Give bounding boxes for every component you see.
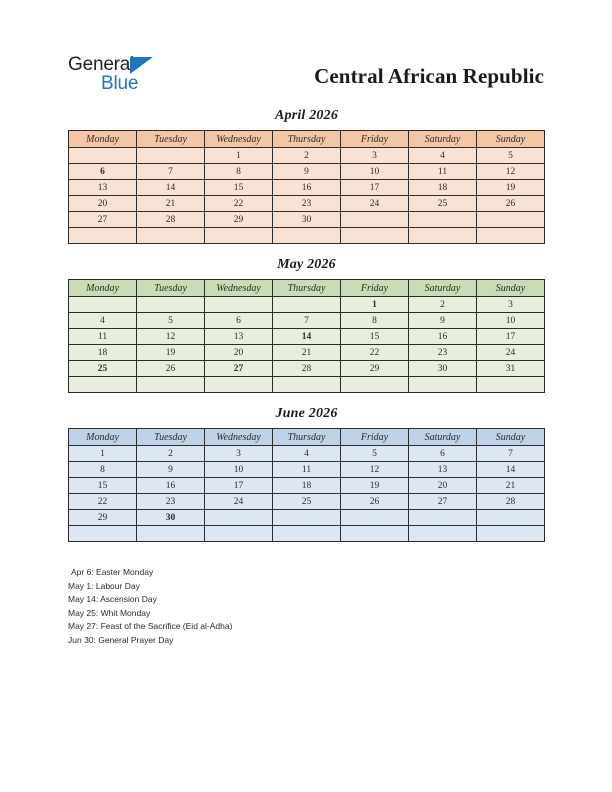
calendar-day-empty [477, 212, 545, 228]
calendar-day-cell[interactable]: 4 [273, 446, 341, 462]
weekday-header-sunday: Sunday [477, 280, 545, 297]
calendar-day-empty [341, 212, 409, 228]
calendar-day-cell[interactable]: 8 [69, 462, 137, 478]
weekday-header-row [69, 280, 545, 297]
calendar-day-cell[interactable]: 2 [273, 148, 341, 164]
calendar-day-cell[interactable]: 15 [69, 478, 137, 494]
calendar-day-cell[interactable]: 14 [477, 462, 545, 478]
weekday-header-monday: Monday [69, 131, 137, 148]
calendar-week-row [69, 494, 545, 510]
calendar-day-empty [477, 377, 545, 393]
logo-text-blue: Blue [101, 73, 139, 94]
calendar-week-row [69, 377, 545, 393]
calendar-day-cell[interactable]: 19 [341, 478, 409, 494]
calendar-day-cell[interactable]: 28 [273, 361, 341, 377]
month-title: April 2026 [274, 108, 339, 123]
weekday-header-thursday: Thursday [273, 131, 341, 148]
calendar-day-cell[interactable]: 12 [341, 462, 409, 478]
calendar-week-row [69, 148, 545, 164]
calendar-day-empty [477, 510, 545, 526]
calendar-day-empty [273, 526, 341, 542]
calendar-month-may [68, 257, 545, 393]
calendar-week-row [69, 313, 545, 329]
calendar-day-empty [137, 297, 205, 313]
calendar-week-row [69, 345, 545, 361]
weekday-header-tuesday: Tuesday [137, 280, 205, 297]
calendar-day-cell[interactable]: 28 [477, 494, 545, 510]
calendar-day-cell[interactable]: 18 [409, 180, 477, 196]
calendar-day-cell[interactable]: 14 [137, 180, 205, 196]
calendar-day-cell[interactable]: 21 [273, 345, 341, 361]
weekday-header-friday: Friday [341, 280, 409, 297]
calendar-day-cell[interactable]: 9 [273, 164, 341, 180]
calendar-day-cell[interactable]: 16 [273, 180, 341, 196]
weekday-header-saturday: Saturday [409, 131, 477, 148]
calendar-week-row [69, 478, 545, 494]
calendar-table [68, 279, 545, 393]
legend-item: May 25: Whit Monday [68, 607, 151, 618]
calendar-day-cell[interactable]: 7 [273, 313, 341, 329]
legend-item: Jun 30: General Prayer Day [68, 634, 174, 645]
legend-item: May 14: Ascension Day [68, 594, 157, 605]
page-header [0, 50, 612, 100]
calendar-day-cell[interactable]: 5 [477, 148, 545, 164]
weekday-header-thursday: Thursday [273, 429, 341, 446]
calendar-day-cell[interactable]: 9 [409, 313, 477, 329]
calendar-day-cell[interactable]: 27 [409, 494, 477, 510]
calendar-day-cell[interactable]: 22 [341, 345, 409, 361]
calendar-day-empty [341, 377, 409, 393]
calendar-day-cell[interactable]: 25 [409, 196, 477, 212]
calendar-day-empty [477, 526, 545, 542]
calendar-day-cell[interactable]: 29 [205, 212, 273, 228]
calendar-day-empty [205, 510, 273, 526]
calendar-day-cell[interactable]: 22 [69, 494, 137, 510]
calendar-day-empty [69, 148, 137, 164]
calendar-week-row [69, 196, 545, 212]
calendar-day-cell[interactable]: 12 [477, 164, 545, 180]
legend-item: May 27: Feast of the Sacrifice (Eid al-Adha) [68, 621, 233, 632]
calendar-day-empty [409, 526, 477, 542]
calendar-day-cell[interactable]: 4 [409, 148, 477, 164]
legend-item: Apr 6: Easter Monday [71, 567, 154, 577]
calendar-day-empty [273, 297, 341, 313]
calendar-day-cell[interactable]: 17 [205, 478, 273, 494]
weekday-header-saturday: Saturday [409, 280, 477, 297]
calendar-day-empty [137, 377, 205, 393]
calendar-day-cell[interactable]: 22 [205, 196, 273, 212]
calendar-day-cell[interactable]: 20 [205, 345, 273, 361]
calendar-day-cell[interactable]: 31 [477, 361, 545, 377]
weekday-header-wednesday: Wednesday [205, 280, 273, 297]
calendar-week-row [69, 297, 545, 313]
calendar-day-empty [409, 377, 477, 393]
calendar-day-cell[interactable]: 10 [341, 164, 409, 180]
calendar-body [69, 148, 545, 244]
calendar-day-cell[interactable]: 11 [273, 462, 341, 478]
calendar-day-empty [205, 526, 273, 542]
calendar-day-cell[interactable]: 1 [69, 446, 137, 462]
calendar-day-cell[interactable]: 30 [409, 361, 477, 377]
calendar-day-cell[interactable]: 13 [205, 329, 273, 345]
calendar-day-cell[interactable]: 21 [477, 478, 545, 494]
calendar-day-empty [205, 228, 273, 244]
weekday-header-monday: Monday [69, 280, 137, 297]
calendar-day-cell[interactable]: 10 [205, 462, 273, 478]
calendar-day-cell[interactable]: 17 [477, 329, 545, 345]
calendar-day-cell[interactable]: 28 [137, 212, 205, 228]
calendar-day-cell[interactable]: 18 [273, 478, 341, 494]
calendar-week-row [69, 361, 545, 377]
calendar-day-cell[interactable]: 18 [69, 345, 137, 361]
weekday-header-friday: Friday [341, 131, 409, 148]
calendar-day-empty [341, 526, 409, 542]
calendar-day-cell-holiday[interactable]: 27 [205, 361, 273, 377]
calendar-day-cell[interactable]: 8 [205, 164, 273, 180]
calendar-day-cell[interactable]: 27 [69, 212, 137, 228]
calendar-day-cell[interactable]: 30 [273, 212, 341, 228]
calendar-day-cell[interactable]: 15 [205, 180, 273, 196]
calendar-day-cell-holiday[interactable]: 30 [137, 510, 205, 526]
calendar-day-empty [273, 510, 341, 526]
calendar-day-empty [205, 297, 273, 313]
weekday-header-tuesday: Tuesday [137, 429, 205, 446]
calendar-day-empty [341, 228, 409, 244]
calendar-day-empty [409, 510, 477, 526]
calendar-day-cell[interactable]: 26 [477, 196, 545, 212]
calendar-day-cell[interactable]: 10 [477, 313, 545, 329]
calendar-day-cell-holiday[interactable]: 14 [273, 329, 341, 345]
calendar-day-cell[interactable]: 23 [409, 345, 477, 361]
calendar-day-cell[interactable]: 26 [341, 494, 409, 510]
weekday-header-wednesday: Wednesday [205, 429, 273, 446]
calendar-day-cell[interactable]: 7 [477, 446, 545, 462]
calendar-day-cell[interactable]: 12 [137, 329, 205, 345]
calendar-body [69, 446, 545, 542]
weekday-header-friday: Friday [341, 429, 409, 446]
weekday-header-sunday: Sunday [477, 429, 545, 446]
calendar-day-cell[interactable]: 15 [341, 329, 409, 345]
legend-item: May 1: Labour Day [68, 580, 140, 591]
weekday-header-monday: Monday [69, 429, 137, 446]
weekday-header-row [69, 429, 545, 446]
calendar-day-cell[interactable]: 20 [409, 478, 477, 494]
calendar-day-cell[interactable]: 2 [137, 446, 205, 462]
calendar-day-cell[interactable]: 4 [69, 313, 137, 329]
calendar-day-cell[interactable]: 19 [137, 345, 205, 361]
calendar-week-row [69, 510, 545, 526]
calendar-week-row [69, 164, 545, 180]
calendar-day-cell[interactable]: 5 [137, 313, 205, 329]
calendar-body [69, 297, 545, 393]
calendar-day-empty [477, 228, 545, 244]
calendar-day-cell[interactable]: 26 [137, 361, 205, 377]
calendar-month-april [68, 108, 545, 244]
calendar-day-empty [341, 510, 409, 526]
calendar-day-cell[interactable]: 11 [69, 329, 137, 345]
calendar-week-row [69, 526, 545, 542]
calendar-day-empty [409, 228, 477, 244]
generalblue-logo[interactable] [68, 55, 188, 99]
calendar-day-cell[interactable]: 24 [477, 345, 545, 361]
logo-text-general: General [68, 54, 135, 75]
calendar-day-cell[interactable]: 29 [341, 361, 409, 377]
calendar-day-cell-holiday[interactable]: 25 [69, 361, 137, 377]
calendar-day-cell[interactable]: 16 [137, 478, 205, 494]
calendar-day-cell[interactable]: 24 [341, 196, 409, 212]
weekday-header-tuesday: Tuesday [137, 131, 205, 148]
calendar-day-cell[interactable]: 3 [341, 148, 409, 164]
weekday-header-wednesday: Wednesday [205, 131, 273, 148]
calendar-day-empty [69, 377, 137, 393]
calendar-day-cell[interactable]: 20 [69, 196, 137, 212]
calendar-day-cell[interactable]: 25 [273, 494, 341, 510]
calendar-day-empty [137, 228, 205, 244]
calendar-week-row [69, 180, 545, 196]
month-title: May 2026 [277, 257, 336, 272]
calendar-table [68, 428, 545, 542]
calendar-day-cell[interactable]: 1 [205, 148, 273, 164]
holiday-legend [68, 566, 488, 648]
calendar-day-empty [205, 377, 273, 393]
calendar-day-cell-holiday[interactable]: 1 [341, 297, 409, 313]
calendar-day-cell[interactable]: 7 [137, 164, 205, 180]
calendar-week-row [69, 446, 545, 462]
calendar-table [68, 130, 545, 244]
calendar-month-june [68, 406, 545, 542]
calendar-day-empty [69, 297, 137, 313]
month-title: June 2026 [275, 406, 338, 421]
calendar-day-empty [273, 228, 341, 244]
calendar-day-empty [409, 212, 477, 228]
calendar-day-cell-holiday[interactable]: 6 [69, 164, 137, 180]
calendar-week-row [69, 212, 545, 228]
calendar-day-cell[interactable]: 19 [477, 180, 545, 196]
weekday-header-row [69, 131, 545, 148]
calendar-day-cell[interactable]: 6 [205, 313, 273, 329]
calendar-day-cell[interactable]: 5 [341, 446, 409, 462]
calendar-day-cell[interactable]: 3 [205, 446, 273, 462]
calendar-day-empty [69, 526, 137, 542]
blue-triangle-icon [130, 57, 153, 74]
calendar-day-empty [69, 228, 137, 244]
weekday-header-saturday: Saturday [409, 429, 477, 446]
calendar-day-cell[interactable]: 16 [409, 329, 477, 345]
calendar-day-cell[interactable]: 2 [409, 297, 477, 313]
calendar-day-cell[interactable]: 29 [69, 510, 137, 526]
calendar-week-row [69, 462, 545, 478]
calendar-day-empty [137, 526, 205, 542]
calendar-day-cell[interactable]: 13 [69, 180, 137, 196]
calendar-day-cell[interactable]: 3 [477, 297, 545, 313]
calendar-day-empty [137, 148, 205, 164]
calendar-day-cell[interactable]: 6 [409, 446, 477, 462]
calendar-day-cell[interactable]: 24 [205, 494, 273, 510]
calendar-day-cell[interactable]: 17 [341, 180, 409, 196]
calendar-day-cell[interactable]: 23 [273, 196, 341, 212]
calendar-day-cell[interactable]: 21 [137, 196, 205, 212]
calendar-day-cell[interactable]: 11 [409, 164, 477, 180]
calendar-day-cell[interactable]: 13 [409, 462, 477, 478]
calendar-day-cell[interactable]: 8 [341, 313, 409, 329]
weekday-header-thursday: Thursday [273, 280, 341, 297]
page-title: Central African Republic [314, 64, 544, 88]
calendar-day-cell[interactable]: 9 [137, 462, 205, 478]
calendar-day-empty [273, 377, 341, 393]
calendar-day-cell[interactable]: 23 [137, 494, 205, 510]
calendar-week-row [69, 329, 545, 345]
weekday-header-sunday: Sunday [477, 131, 545, 148]
calendar-week-row [69, 228, 545, 244]
